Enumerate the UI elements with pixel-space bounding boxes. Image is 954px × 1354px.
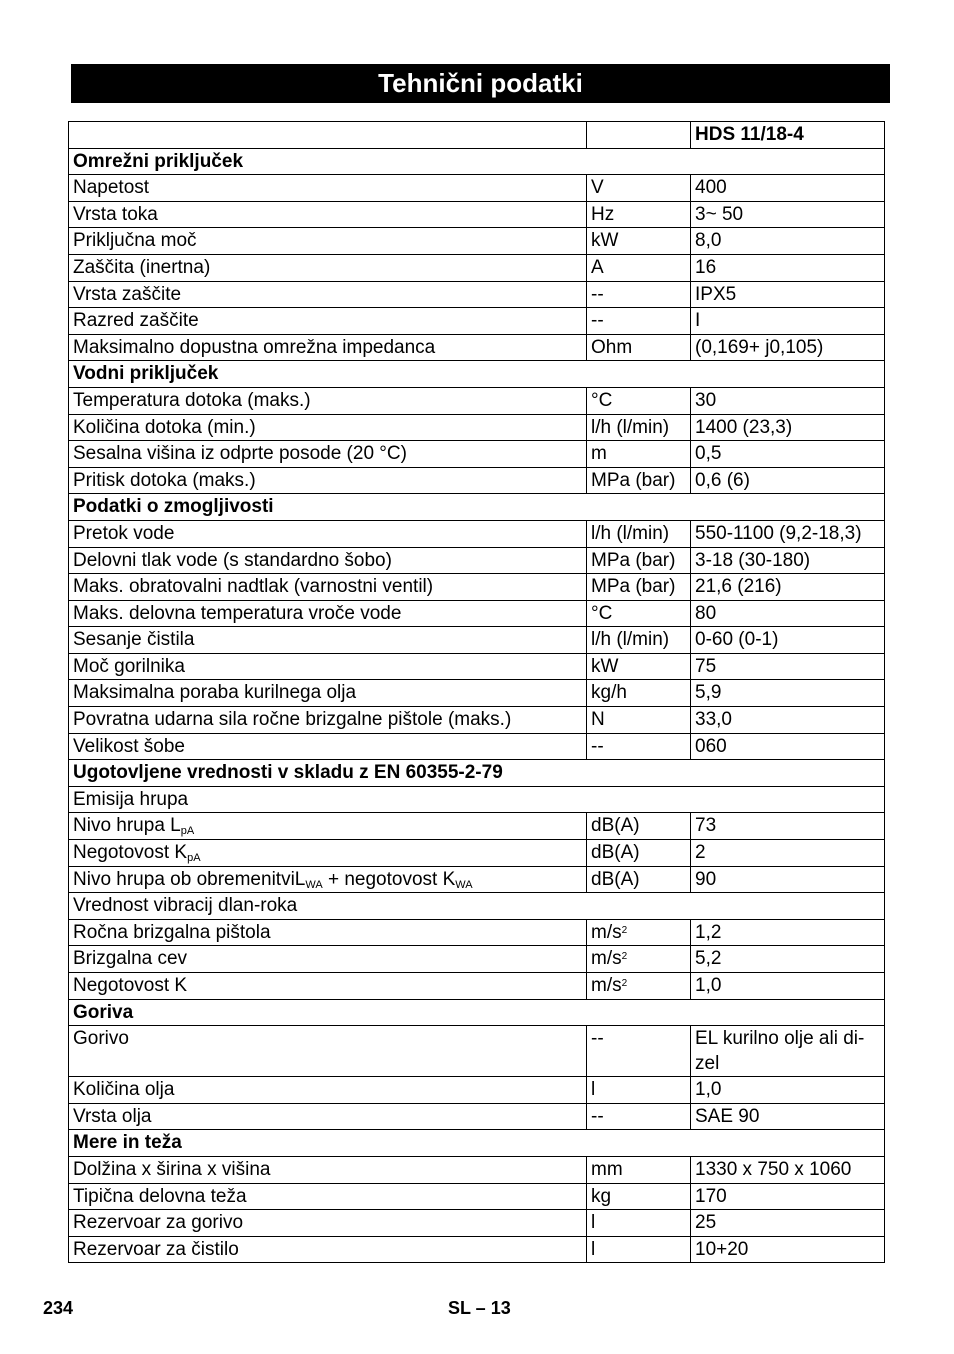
param-name: Brizgalna cev	[69, 946, 587, 973]
table-row	[69, 1156, 885, 1183]
param-name: Ročna brizgalna pištola	[69, 919, 587, 946]
table-row	[69, 919, 885, 946]
model-header: HDS 11/18-4	[691, 122, 885, 149]
technical-data-table	[68, 121, 885, 1263]
param-unit: MPa (bar)	[587, 574, 691, 601]
table-row	[69, 228, 885, 255]
param-name: Negotovost K	[69, 973, 587, 1000]
param-unit: $m/s^2$	[587, 946, 691, 973]
param-unit: --	[587, 308, 691, 335]
param-unit: kW	[587, 653, 691, 680]
param-value: 3-18 (30-180)	[691, 547, 885, 574]
page-title: Tehnični podatki	[71, 64, 890, 103]
table-header-row	[69, 122, 885, 149]
param-name: Razred zaščite	[69, 308, 587, 335]
param-value: 30	[691, 387, 885, 414]
param-unit: A	[587, 254, 691, 281]
param-value: 1400 (23,3)	[691, 414, 885, 441]
table-row	[69, 308, 885, 335]
param-unit: dB(A)	[587, 813, 691, 840]
param-value: 060	[691, 733, 885, 760]
table-row	[69, 201, 885, 228]
param-value: 0,5	[691, 441, 885, 468]
section-header-row	[69, 494, 885, 521]
param-unit: l/h (l/min)	[587, 520, 691, 547]
param-name: Temperatura dotoka (maks.)	[69, 387, 587, 414]
table-header-empty	[587, 122, 691, 149]
section-header: Emisija hrupa	[69, 786, 885, 813]
param-name: Zaščita (inertna)	[69, 254, 587, 281]
param-unit: V	[587, 175, 691, 202]
param-value: 10+20	[691, 1236, 885, 1263]
param-unit: m	[587, 441, 691, 468]
table-row	[69, 574, 885, 601]
param-unit: --	[587, 733, 691, 760]
param-unit: °C	[587, 600, 691, 627]
table-row	[69, 680, 885, 707]
param-name: Pretok vode	[69, 520, 587, 547]
param-name: Sesanje čistila	[69, 627, 587, 654]
table-row	[69, 973, 885, 1000]
param-unit: l/h (l/min)	[587, 627, 691, 654]
table-row	[69, 1183, 885, 1210]
table-row	[69, 1026, 885, 1077]
param-value: I	[691, 308, 885, 335]
page-number: 234	[43, 1298, 74, 1318]
param-unit: Ohm	[587, 334, 691, 361]
table-row	[69, 175, 885, 202]
table-row	[69, 840, 885, 867]
table-row	[69, 707, 885, 734]
param-value: 170	[691, 1183, 885, 1210]
table-row	[69, 414, 885, 441]
table-row	[69, 627, 885, 654]
table-row	[69, 520, 885, 547]
param-value: 550-1100 (9,2-18,3)	[691, 520, 885, 547]
param-name: Negotovost $K_{pA}$	[69, 840, 587, 867]
section-header: Podatki o zmogljivosti	[69, 494, 885, 521]
param-value: EL kurilno olje ali di-zel	[691, 1026, 885, 1077]
param-name: Maks. obratovalni nadtlak (varnostni ventil)	[69, 574, 587, 601]
param-value: 2	[691, 840, 885, 867]
section-header-row	[69, 148, 885, 175]
param-unit: °C	[587, 387, 691, 414]
param-value: SAE 90	[691, 1103, 885, 1130]
param-name: Količina dotoka (min.)	[69, 414, 587, 441]
table-header-empty	[69, 122, 587, 149]
param-unit: l/h (l/min)	[587, 414, 691, 441]
table-row	[69, 467, 885, 494]
param-value: 25	[691, 1210, 885, 1237]
table-row	[69, 441, 885, 468]
param-name: Priključna moč	[69, 228, 587, 255]
param-value: 5,9	[691, 680, 885, 707]
table-row	[69, 653, 885, 680]
param-value: 80	[691, 600, 885, 627]
param-value: 16	[691, 254, 885, 281]
param-name: Maksimalno dopustna omrežna impedanca	[69, 334, 587, 361]
table-row	[69, 1077, 885, 1104]
param-value: 75	[691, 653, 885, 680]
table-row	[69, 281, 885, 308]
table-row	[69, 813, 885, 840]
param-unit: kW	[587, 228, 691, 255]
param-unit: l	[587, 1210, 691, 1237]
param-name: Maksimalna poraba kurilnega olja	[69, 680, 587, 707]
param-value: 0,6 (6)	[691, 467, 885, 494]
param-value: (0,169+ j0,105)	[691, 334, 885, 361]
table-row	[69, 866, 885, 893]
param-unit: $m/s^2$	[587, 919, 691, 946]
param-unit: dB(A)	[587, 866, 691, 893]
table-row	[69, 1236, 885, 1263]
param-value: 21,6 (216)	[691, 574, 885, 601]
param-name: Vrsta olja	[69, 1103, 587, 1130]
section-header: Vodni priključek	[69, 361, 885, 388]
param-name: Tipična delovna teža	[69, 1183, 587, 1210]
table-row	[69, 600, 885, 627]
param-name: Delovni tlak vode (s standardno šobo)	[69, 547, 587, 574]
param-unit: l	[587, 1236, 691, 1263]
param-value: 1,2	[691, 919, 885, 946]
table-row	[69, 254, 885, 281]
param-name: Nivo hrupa ob obremenitviL$_{WA}$ + negotovost $K_{WA}$	[69, 866, 587, 893]
section-header: Ugotovljene vrednosti v skladu z EN 60355-2-79	[69, 760, 885, 787]
param-unit: dB(A)	[587, 840, 691, 867]
param-value: 400	[691, 175, 885, 202]
param-name: Pritisk dotoka (maks.)	[69, 467, 587, 494]
param-name: Dolžina x širina x višina	[69, 1156, 587, 1183]
param-value: 33,0	[691, 707, 885, 734]
param-value: IPX5	[691, 281, 885, 308]
param-name: Vrsta toka	[69, 201, 587, 228]
section-header: Goriva	[69, 999, 885, 1026]
param-name: Maks. delovna temperatura vroče vode	[69, 600, 587, 627]
param-name: Vrsta zaščite	[69, 281, 587, 308]
section-header-row	[69, 760, 885, 787]
table-row	[69, 334, 885, 361]
section-header-row	[69, 1130, 885, 1157]
param-name: Količina olja	[69, 1077, 587, 1104]
table-row	[69, 547, 885, 574]
param-unit: --	[587, 281, 691, 308]
table-row	[69, 733, 885, 760]
param-name: Nivo hrupa $L_{pA}$	[69, 813, 587, 840]
table-row	[69, 946, 885, 973]
table-row	[69, 1103, 885, 1130]
param-unit: --	[587, 1026, 691, 1077]
param-value: 90	[691, 866, 885, 893]
param-name: Velikost šobe	[69, 733, 587, 760]
param-unit: kg/h	[587, 680, 691, 707]
param-name: Gorivo	[69, 1026, 587, 1077]
param-unit: --	[587, 1103, 691, 1130]
param-unit: mm	[587, 1156, 691, 1183]
param-value: 8,0	[691, 228, 885, 255]
param-value: 73	[691, 813, 885, 840]
param-name: Rezervoar za gorivo	[69, 1210, 587, 1237]
param-unit: MPa (bar)	[587, 467, 691, 494]
param-value: 3~ 50	[691, 201, 885, 228]
param-unit: N	[587, 707, 691, 734]
section-header: Omrežni priključek	[69, 148, 885, 175]
param-name: Napetost	[69, 175, 587, 202]
section-header: Mere in teža	[69, 1130, 885, 1157]
section-header-row	[69, 999, 885, 1026]
param-name: Moč gorilnika	[69, 653, 587, 680]
param-value: 1,0	[691, 1077, 885, 1104]
param-unit: Hz	[587, 201, 691, 228]
param-unit: l	[587, 1077, 691, 1104]
section-header-row	[69, 786, 885, 813]
table-row	[69, 387, 885, 414]
param-name: Sesalna višina iz odprte posode (20 °C)	[69, 441, 587, 468]
table-row	[69, 1210, 885, 1237]
param-name: Povratna udarna sila ročne brizgalne pištole (maks.)	[69, 707, 587, 734]
param-unit: $m/s^2$	[587, 973, 691, 1000]
param-unit: MPa (bar)	[587, 547, 691, 574]
param-value: 1330 x 750 x 1060	[691, 1156, 885, 1183]
param-value: 1,0	[691, 973, 885, 1000]
param-value: 5,2	[691, 946, 885, 973]
language-page-label: SL – 13	[448, 1298, 511, 1318]
param-value: 0-60 (0-1)	[691, 627, 885, 654]
section-header-row	[69, 893, 885, 920]
param-unit: kg	[587, 1183, 691, 1210]
param-name: Rezervoar za čistilo	[69, 1236, 587, 1263]
section-header: Vrednost vibracij dlan-roka	[69, 893, 885, 920]
section-header-row	[69, 361, 885, 388]
